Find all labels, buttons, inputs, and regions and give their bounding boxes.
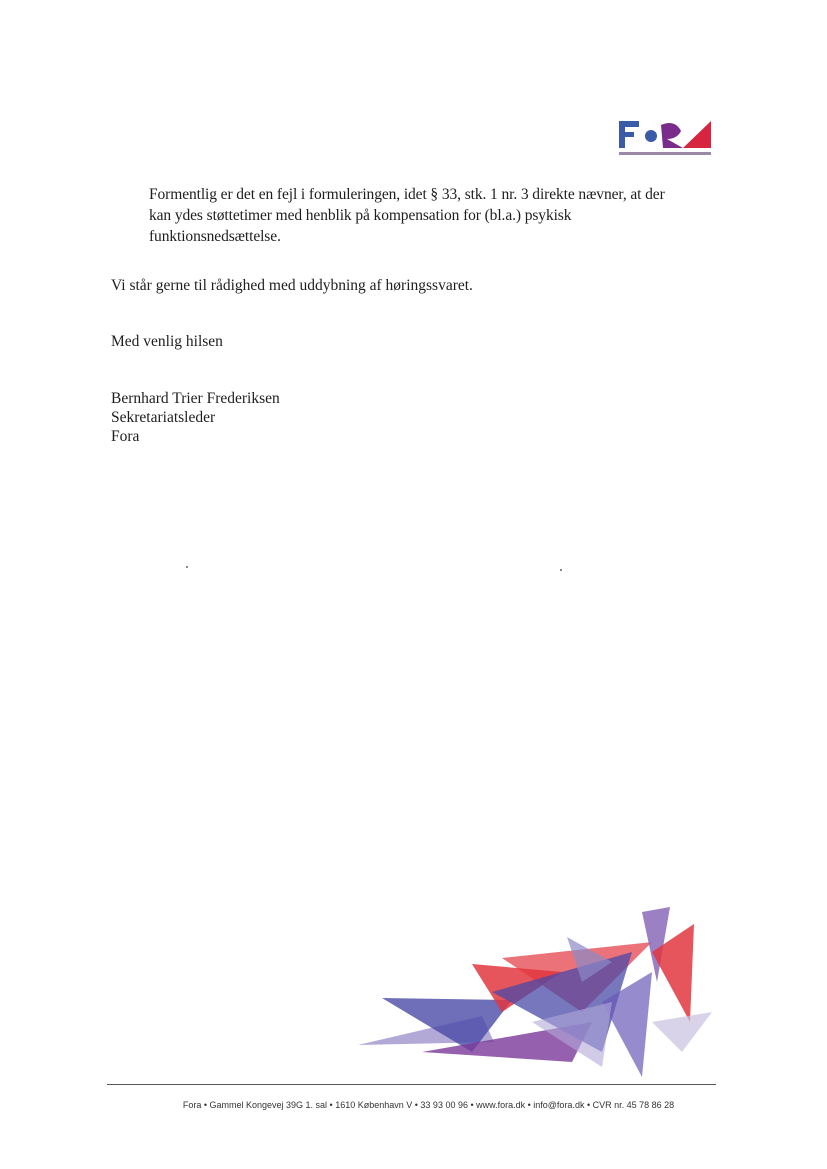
greeting: Med venlig hilsen — [111, 333, 223, 350]
fora-logo — [617, 117, 713, 159]
scan-speck — [560, 569, 562, 571]
paragraph-line: Formentlig er det en fejl i formuleringen, idet § 33, stk. 1 nr. 3 direkte nævner, at der — [149, 186, 665, 203]
signer-title: Sekretariatsleder — [111, 409, 216, 426]
signature-block — [111, 389, 280, 446]
footer-rule — [107, 1084, 716, 1085]
decorative-shapes — [352, 902, 722, 1082]
body-paragraph — [149, 184, 709, 247]
signer-name: Bernhard Trier Frederiksen — [111, 390, 280, 407]
footer-address: Fora • Gammel Kongevej 39G 1. sal • 1610 København V • 33 93 00 96 • www.fora.dk • info@fora.dk • CVR nr. 45 78 86 28 — [182, 1100, 675, 1110]
closing-offer: Vi står gerne til rådighed med uddybning af høringssvaret. — [111, 277, 473, 294]
paragraph-line: kan ydes støttetimer med henblik på kompensation for (bl.a.) psykisk — [149, 207, 572, 224]
paragraph-line: funktionsnedsættelse. — [149, 228, 281, 245]
signer-organization: Fora — [111, 428, 140, 445]
scan-speck — [186, 566, 188, 568]
